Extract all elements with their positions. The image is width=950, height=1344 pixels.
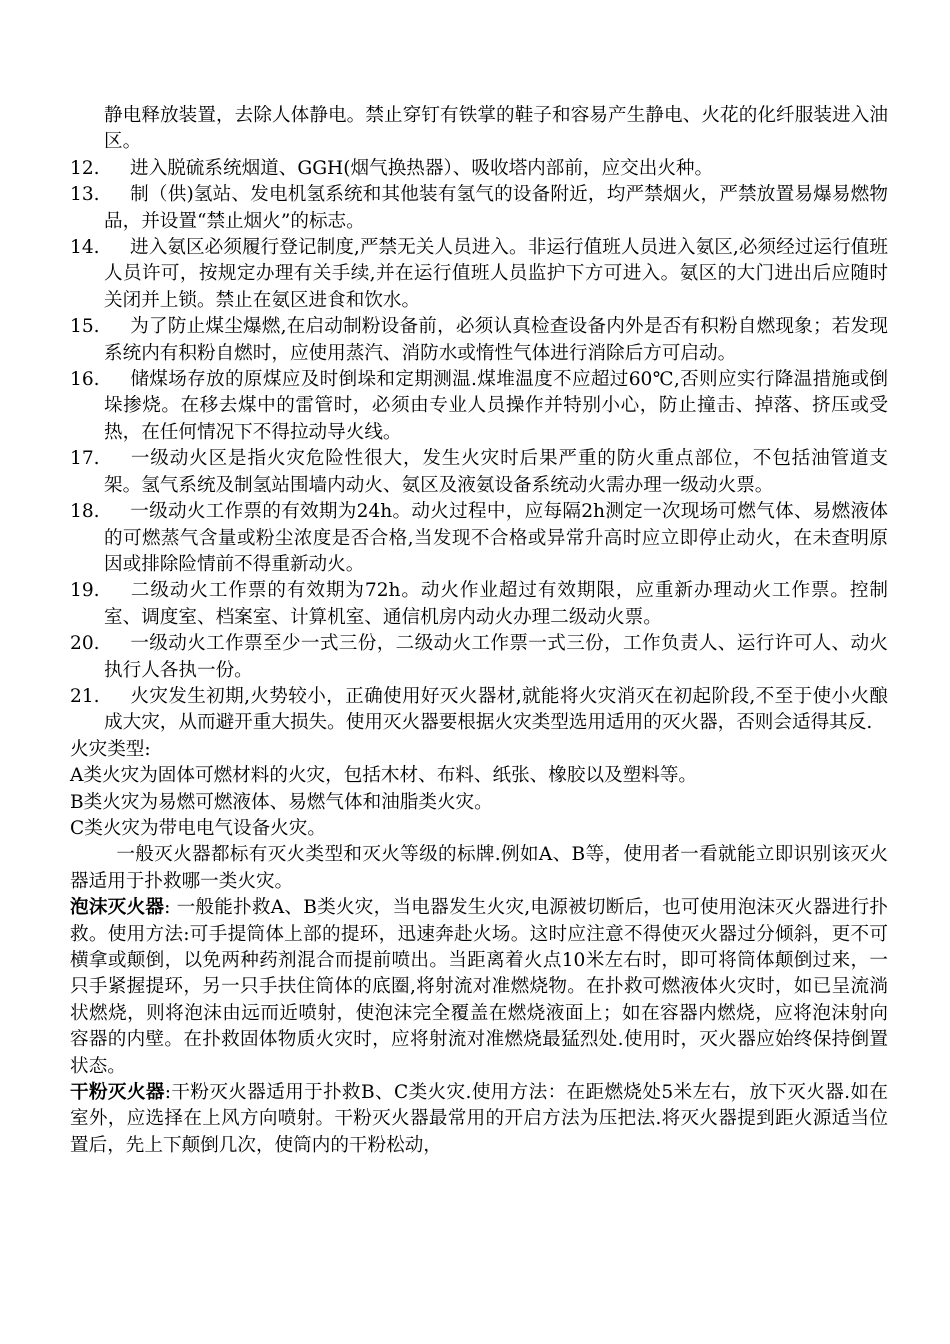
item-number: 13. — [70, 184, 100, 206]
fire-types-heading: 火灾类型: — [70, 738, 151, 760]
item-text: 制（供)氢站、发电机氢系统和其他装有氢气的设备附近，均严禁烟火，严禁放置易爆易燃物品，并设置“禁止烟火”的标志。 — [104, 184, 888, 232]
foam-extinguisher-title: 泡沫灭火器 — [70, 897, 165, 919]
item-number: 12. — [70, 157, 100, 179]
item-number: 16. — [70, 369, 100, 391]
item-number: 19. — [70, 580, 100, 602]
foam-extinguisher-text: : 一般能扑救A、B类火灾，当电器发生火灾,电源被切断后，也可使用泡沫灭火器进行扑救。使用方法:可手提筒体上部的提环，迅速奔赴火场。这时应注意不得使灭火器过分倾斜，更不可横拿或颠倒，以免两种药剂混合而提前喷出。当距离着火点10米左右时，即可将筒体颠倒过来，一只手紧握提环，另一只手扶住筒体的底圈,将射流对准燃烧物。在扑救可燃液体火灾时，如已呈流淌状燃烧，则将泡沫由远而近喷射，使泡沫完全覆盖在燃烧液面上；如在容器内燃烧，应将泡沫射向容器的内壁。在扑救固体物质火灾时，应将射流对准燃烧最猛烈处.使用时，灭火器应始终保持倒置状态。 — [70, 897, 888, 1077]
general-note-text: 一般灭火器都标有灭火类型和灭火等级的标牌.例如A、B等，使用者一看就能立即识别该灭火器适用于扑救哪一类火灾。 — [70, 844, 888, 892]
item-number: 17. — [70, 448, 100, 470]
document-page — [70, 103, 888, 1159]
item-text: 进入氨区必须履行登记制度,严禁无关人员进入。非运行值班人员进入氨区,必须经过运行值班人员许可，按规定办理有关手续,并在运行值班人员监护下方可进入。氨区的大门进出后应随时关闭并上锁。禁止在氨区进食和饮水。 — [104, 237, 888, 311]
powder-extinguisher-title: 干粉灭火器 — [70, 1082, 165, 1104]
list-item-18 — [70, 499, 888, 578]
list-item-12 — [70, 156, 888, 182]
item-text: 为了防止煤尘爆燃,在启动制粉设备前，必须认真检查设备内外是否有积粉自燃现象；若发现系统内有积粉自燃时，应使用蒸汽、消防水或惰性气体进行消除后方可启动。 — [104, 316, 888, 364]
foam-extinguisher-section — [70, 895, 888, 1080]
list-item-19 — [70, 578, 888, 631]
item-number: 21. — [70, 685, 100, 707]
item-text: 一级动火工作票至少一式三份，二级动火工作票一式三份，工作负责人、运行许可人、动火执行人各执一份。 — [104, 633, 888, 681]
fire-type-a: A类火灾为固体可燃材料的火灾，包括木材、布料、纸张、橡胶以及塑料等。 — [70, 765, 698, 787]
item-number: 18. — [70, 501, 100, 523]
list-item-16 — [70, 367, 888, 446]
item-text: 进入脱硫系统烟道、GGH(烟气换热器）、吸收塔内部前，应交出火种。 — [130, 157, 714, 179]
item-number: 14. — [70, 237, 100, 259]
item-text: 二级动火工作票的有效期为72h。动火作业超过有效期限，应重新办理动火工作票。控制室、调度室、档案室、计算机室、通信机房内动火办理二级动火票。 — [104, 580, 888, 628]
item-text: 储煤场存放的原煤应及时倒垛和定期测温.煤堆温度不应超过60℃,否则应实行降温措施或倒垛掺烧。在移去煤中的雷管时，必须由专业人员操作并特别小心，防止撞击、掉落、挤压或受热，在任何情况下不得拉动导火线。 — [104, 369, 888, 443]
powder-extinguisher-text: :干粉灭火器适用于扑救B、C类火灾.使用方法：在距燃烧处5米左右，放下灭火器.如在室外，应选择在上风方向喷射。干粉灭火器最常用的开启方法为压把法.将灭火器提到距火源适当位置后，先上下颠倒几次，使筒内的干粉松动， — [70, 1082, 888, 1156]
list-item-21 — [70, 684, 888, 737]
intro-continuation: 静电释放装置，去除人体静电。禁止穿钉有铁掌的鞋子和容易产生静电、火花的化纤服装进入油区。 — [104, 105, 888, 153]
powder-extinguisher-section — [70, 1080, 888, 1159]
item-number: 20. — [70, 633, 100, 655]
item-text: 一级动火工作票的有效期为24h。动火过程中，应每隔2h测定一次现场可燃气体、易燃液体的可燃蒸气含量或粉尘浓度是否合格,当发现不合格或异常升高时应立即停止动火，在未查明原因或排除险情前不得重新动火。 — [104, 501, 888, 575]
general-note — [70, 842, 888, 895]
item-text: 一级动火区是指火灾危险性很大，发生火灾时后果严重的防火重点部位，不包括油管道支架。氢气系统及制氢站围墙内动火、氨区及液氨设备系统动火需办理一级动火票。 — [104, 448, 888, 496]
item-number: 15. — [70, 316, 100, 338]
list-item-17 — [70, 446, 888, 499]
fire-type-b: B类火灾为易燃可燃液体、易燃气体和油脂类火灾。 — [70, 791, 493, 813]
list-item-14 — [70, 235, 888, 314]
item-text: 火灾发生初期,火势较小，正确使用好灭火器材,就能将火灾消灭在初起阶段,不至于使小火酿成大灾，从而避开重大损失。使用灭火器要根据火灾类型选用适用的灭火器，否则会适得其反. — [104, 685, 888, 734]
fire-type-c: C类火灾为带电电气设备火灾。 — [70, 817, 326, 839]
list-item-13 — [70, 182, 888, 235]
list-item-15 — [70, 314, 888, 367]
list-item-20 — [70, 631, 888, 684]
